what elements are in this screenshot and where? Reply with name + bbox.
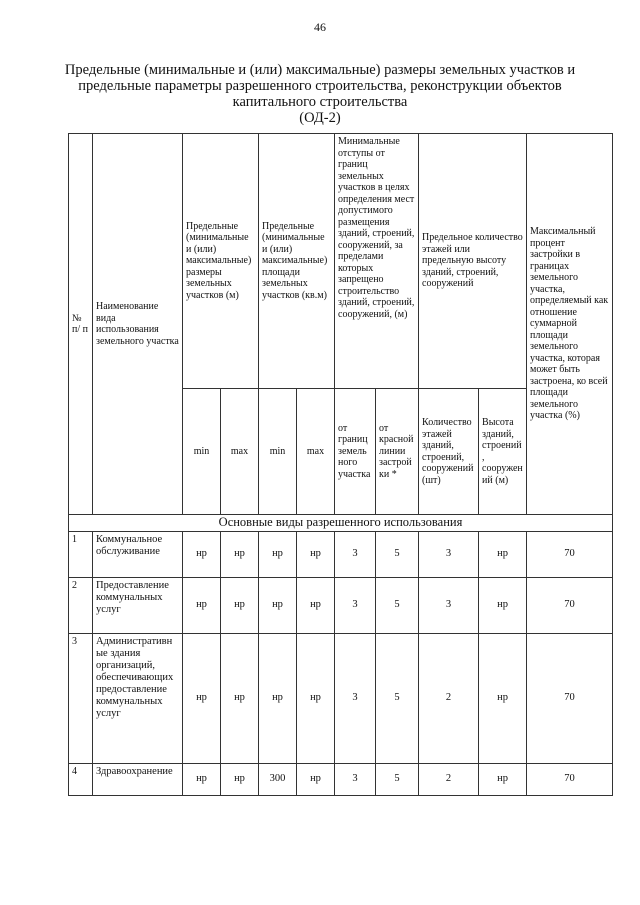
cell-coverage: 70 xyxy=(527,633,613,763)
cell-setback-boundary: 3 xyxy=(335,633,376,763)
table-row xyxy=(69,577,613,633)
cell-floors: 2 xyxy=(419,763,479,795)
cell-area-max: нр xyxy=(297,577,335,633)
header-size-min: min xyxy=(183,389,221,515)
table-row xyxy=(69,633,613,763)
page-number: 46 xyxy=(314,20,326,34)
cell-coverage: 70 xyxy=(527,531,613,577)
header-no: № п/ п xyxy=(69,134,93,515)
document-title xyxy=(60,62,580,126)
row-number: 3 xyxy=(69,633,93,763)
cell-height: нр xyxy=(479,577,527,633)
cell-height: нр xyxy=(479,531,527,577)
cell-size-min: нр xyxy=(183,577,221,633)
header-height: Высота зданий, строений, сооружений (м) xyxy=(479,389,527,515)
title-line: предельные параметры разрешенного строительства, реконструкции объектов xyxy=(78,78,562,94)
cell-coverage: 70 xyxy=(527,577,613,633)
cell-size-max: нр xyxy=(221,531,259,577)
header-area-size: Предельные (минимальные и (или) максимальные) размеры земельных участков (м) xyxy=(183,134,259,389)
title-line: капитального строительства xyxy=(232,94,408,110)
parameters-table xyxy=(68,133,613,796)
cell-size-min: нр xyxy=(183,763,221,795)
cell-setback-redline: 5 xyxy=(376,633,419,763)
title-line: Предельные (минимальные и (или) максимальные) размеры земельных участков и xyxy=(64,62,576,78)
cell-height: нр xyxy=(479,633,527,763)
header-floors-height: Предельное количество этажей или предельную высоту зданий, строений, сооружений xyxy=(419,134,527,389)
cell-area-min: нр xyxy=(259,531,297,577)
cell-size-min: нр xyxy=(183,531,221,577)
cell-area-max: нр xyxy=(297,763,335,795)
cell-floors: 3 xyxy=(419,577,479,633)
header-area-max: max xyxy=(297,389,335,515)
cell-area-min: нр xyxy=(259,577,297,633)
row-name: Административные здания организаций, обеспечивающих предоставление коммунальных услуг xyxy=(93,633,183,763)
cell-setback-boundary: 3 xyxy=(335,763,376,795)
cell-setback-redline: 5 xyxy=(376,577,419,633)
row-name: Здравоохранение xyxy=(93,763,183,795)
cell-area-min: 300 xyxy=(259,763,297,795)
cell-floors: 2 xyxy=(419,633,479,763)
cell-floors: 3 xyxy=(419,531,479,577)
row-name: Коммунальное обслуживание xyxy=(93,531,183,577)
table-row xyxy=(69,763,613,795)
cell-setback-redline: 5 xyxy=(376,531,419,577)
title-line: (ОД-2) xyxy=(299,110,341,126)
cell-area-max: нр xyxy=(297,531,335,577)
header-setback-redline: от красной линии застройки * xyxy=(376,389,419,515)
header-floors-count: Количество этажей зданий, строений, сооружений (шт) xyxy=(419,389,479,515)
header-name: Наименование вида использования земельного участка xyxy=(93,134,183,515)
cell-size-max: нр xyxy=(221,633,259,763)
header-coverage: Максимальный процент застройки в границах земельного участка, определяемый как отношение суммарной площади земельного участка, которая может быть застроена, ко всей площади земельного участка (%) xyxy=(527,134,613,515)
row-name: Предоставление коммунальных услуг xyxy=(93,577,183,633)
table-row xyxy=(69,531,613,577)
cell-size-max: нр xyxy=(221,577,259,633)
header-area-sqm: Предельные (минимальные и (или) максимальные) площади земельных участков (кв.м) xyxy=(259,134,335,389)
cell-setback-boundary: 3 xyxy=(335,577,376,633)
header-area-min: min xyxy=(259,389,297,515)
cell-setback-redline: 5 xyxy=(376,763,419,795)
section-title: Основные виды разрешенного использования xyxy=(69,515,613,532)
cell-height: нр xyxy=(479,763,527,795)
header-setbacks: Минимальные отступы от границ земельных участков в целях определения мест допустимого размещения зданий, строений, сооружений, за пределами которых запрещено строительство зданий, строений, сооружений, (м) xyxy=(335,134,419,389)
cell-area-min: нр xyxy=(259,633,297,763)
header-setback-boundary: от границ земельного участка xyxy=(335,389,376,515)
row-number: 2 xyxy=(69,577,93,633)
header-size-max: max xyxy=(221,389,259,515)
cell-coverage: 70 xyxy=(527,763,613,795)
cell-setback-boundary: 3 xyxy=(335,531,376,577)
row-number: 1 xyxy=(69,531,93,577)
cell-size-max: нр xyxy=(221,763,259,795)
cell-size-min: нр xyxy=(183,633,221,763)
cell-area-max: нр xyxy=(297,633,335,763)
row-number: 4 xyxy=(69,763,93,795)
